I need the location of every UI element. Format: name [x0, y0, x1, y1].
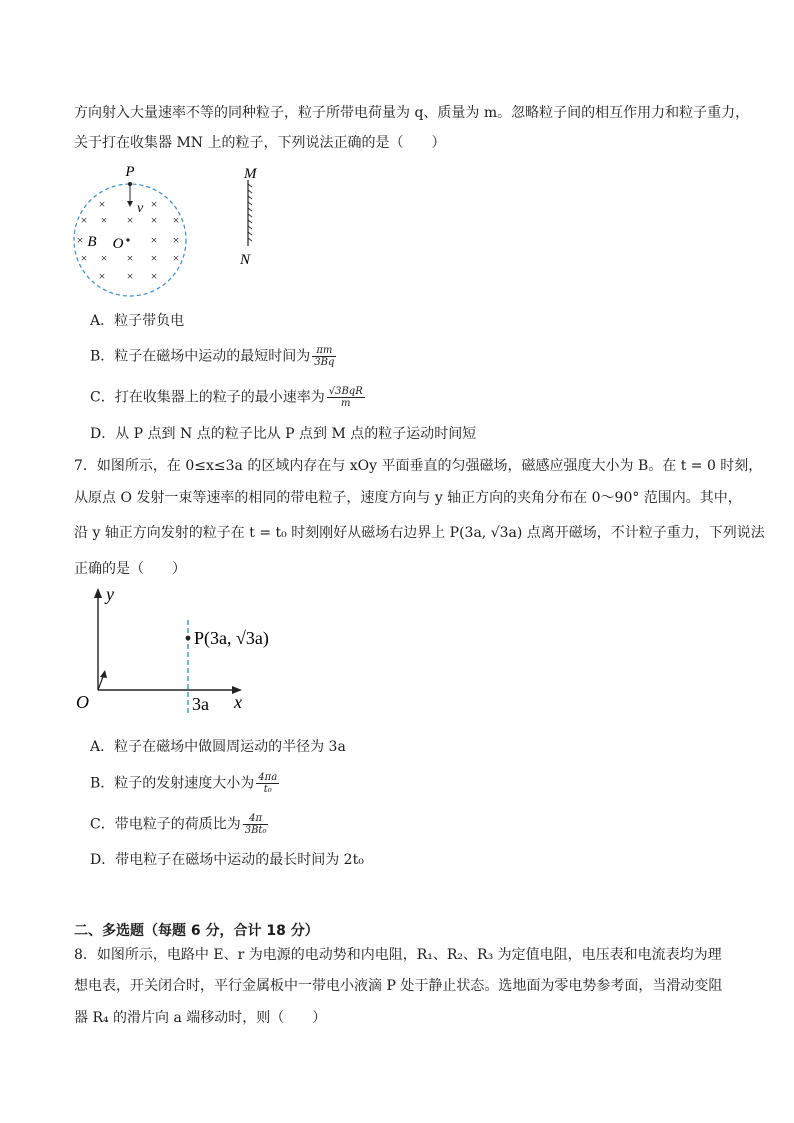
cross-mark: × — [100, 213, 108, 227]
emission-arrow-head — [100, 670, 107, 678]
cross-mark: × — [150, 233, 158, 247]
label-v: v — [137, 201, 144, 216]
denominator: t₀ — [263, 784, 272, 795]
point-P-dot — [128, 182, 132, 186]
label-N: N — [240, 252, 251, 268]
cross-mark: × — [100, 251, 108, 265]
origin-label: O — [76, 692, 89, 712]
label-B: B — [87, 234, 97, 250]
section-heading: 二、多选题（每题 6 分，合计 18 分） — [74, 923, 319, 939]
cross-mark: × — [98, 269, 106, 283]
velocity-arrow-head — [127, 201, 133, 207]
q6-stem-line-1: 方向射入大量速率不等的同种粒子，粒子所带电荷量为 q、质量为 m。忽略粒子间的相互作用力和粒子重力， — [74, 105, 750, 121]
q7-stem-line-2: 从原点 O 发射一束等速率的相同的带电粒子，速度方向与 y 轴正方向的夹角分布在 0～90° 范围内。其中， — [74, 490, 742, 506]
cross-mark: × — [126, 251, 134, 265]
fraction — [256, 772, 279, 795]
q7-coordinate-figure — [70, 582, 270, 722]
numerator: 4π — [243, 813, 269, 825]
cross-mark: × — [76, 233, 84, 247]
collector-hatching — [248, 184, 252, 241]
q6-option-a: A．粒子带负电 — [90, 313, 185, 329]
cross-mark: × — [150, 269, 158, 283]
numerator: 4πa — [258, 772, 278, 783]
cross-mark: × — [98, 197, 106, 211]
cross-mark: × — [150, 197, 158, 211]
q7-option-a: A．粒子在磁场中做圆周运动的半径为 3a — [90, 739, 346, 755]
numerator: πm — [312, 345, 336, 357]
x-axis-label: x — [234, 692, 242, 712]
label-M: M — [244, 166, 257, 182]
fraction — [312, 345, 336, 368]
denominator: m — [340, 398, 351, 409]
y-axis-arrow — [94, 588, 102, 598]
q7-option-c — [90, 813, 268, 836]
cross-mark: × — [80, 213, 88, 227]
q7-stem-line-4: 正确的是（ ） — [74, 561, 186, 577]
option-text: B．粒子的发射速度大小为 — [90, 775, 255, 792]
cross-mark: × — [172, 233, 180, 247]
option-text: C．打在收集器上的粒子的最小速率为 — [90, 389, 325, 406]
q8-stem-line-3: 器 R₄ 的滑片向 a 端移动时，则（ ） — [74, 1010, 327, 1026]
tick-3a-label: 3a — [192, 694, 209, 714]
cross-mark: × — [150, 213, 158, 227]
q8-stem-line-1: 8．如图所示，电路中 E、r 为电源的电动势和内电阻，R₁、R₂、R₃ 为定值电阻，电压表和电流表均为理 — [74, 947, 722, 963]
cross-mark: × — [80, 251, 88, 265]
q6-magnetic-field-figure — [66, 160, 286, 300]
option-text: C．带电粒子的荷质比为 — [90, 816, 241, 833]
q7-stem-line-1: 7．如图所示，在 0≤x≤3a 的区域内存在与 xOy 平面垂直的匀强磁场，磁感应强度大小为 B。在 t = 0 时刻， — [74, 458, 763, 474]
q7-option-b — [90, 772, 279, 795]
point-P-dot — [186, 636, 191, 641]
cross-mark: × — [150, 251, 158, 265]
q7-stem-line-3: 沿 y 轴正方向发射的粒子在 t = t₀ 时刻刚好从磁场右边界上 P(3a, √3a) 点离开磁场，不计粒子重力，下列说法 — [74, 525, 765, 541]
y-axis-label: y — [106, 584, 114, 604]
label-O: O — [112, 236, 124, 252]
label-P: P — [125, 164, 135, 180]
cross-mark: × — [172, 251, 180, 265]
denominator: 3Bt₀ — [244, 825, 267, 836]
q6-option-c — [90, 386, 365, 409]
q6-option-b — [90, 345, 336, 368]
q6-option-d: D．从 P 点到 N 点的粒子比从 P 点到 M 点的粒子运动时间短 — [90, 426, 477, 442]
fraction — [243, 813, 269, 836]
cross-mark: × — [126, 269, 134, 283]
q6-stem-line-2: 关于打在收集器 MN 上的粒子，下列说法正确的是（ ） — [74, 135, 446, 151]
denominator: 3Bq — [314, 357, 335, 368]
fraction — [327, 386, 365, 409]
point-P-label: P(3a, √3a) — [194, 628, 269, 648]
center-O-dot — [126, 238, 129, 241]
cross-mark: × — [172, 213, 180, 227]
cross-mark: × — [126, 213, 134, 227]
option-text: B．粒子在磁场中运动的最短时间为 — [90, 348, 311, 365]
q7-option-d: D．带电粒子在磁场中运动的最长时间为 2t₀ — [90, 852, 364, 868]
numerator: √3BqR — [328, 386, 363, 397]
q8-stem-line-2: 想电表，开关闭合时，平行金属板中一带电小液滴 P 处于静止状态。选地面为零电势参考面，当滑动变阻 — [74, 978, 723, 994]
